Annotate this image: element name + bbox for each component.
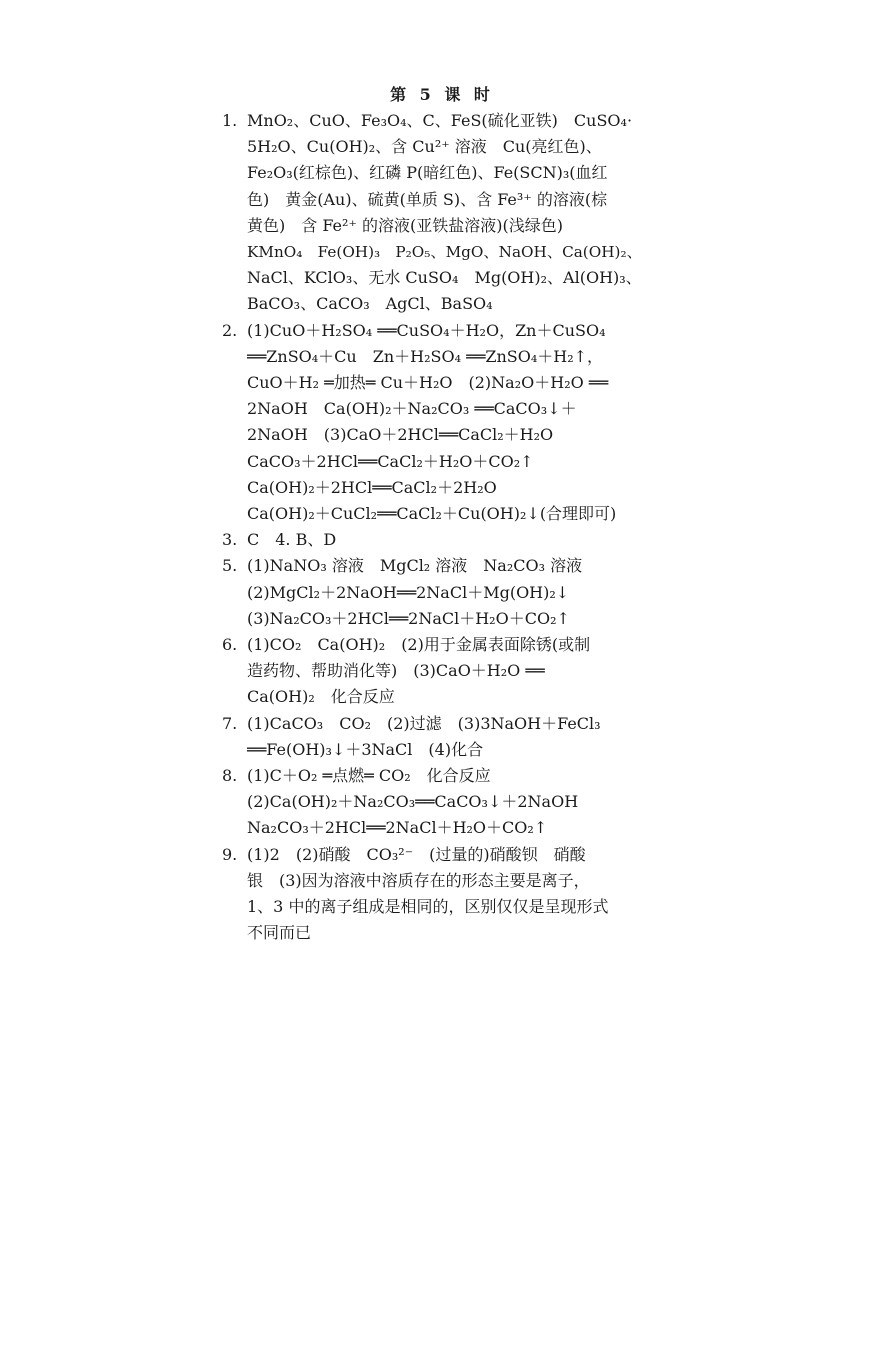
answer-item (222, 842, 642, 947)
answer-line (247, 920, 642, 946)
answer-item (222, 763, 642, 842)
answer-line (247, 344, 642, 370)
answer-line (247, 842, 642, 868)
answer-text: (2)MgCl₂＋2NaOH══2NaCl＋Mg(OH)₂↓ (247, 582, 570, 602)
answer-text: NaCl、KClO₃、无水 CuSO₄ Mg(OH)₂、Al(OH)₃、 (247, 268, 642, 288)
answer-text: Fe₂O₃(红棕色)、红磷 P(暗红色)、Fe(SCN)₃(血红 (247, 163, 608, 183)
answer-text: CaCO₃＋2HCl══CaCl₂＋H₂O＋CO₂↑ (247, 451, 534, 471)
answer-text: MnO₂、CuO、Fe₃O₄、C、FeS(硫化亚铁) CuSO₄· (247, 111, 633, 130)
answer-line (247, 108, 642, 134)
answer-number: 9. (222, 844, 238, 864)
answer-line (247, 318, 642, 344)
answer-text: 造药物、帮助消化等) (3)CaO＋H₂O ══ (247, 661, 545, 681)
answer-line (247, 449, 642, 475)
answer-line (247, 370, 642, 396)
answer-text: (1)CaCO₃ CO₂ (2)过滤 (3)3NaOH＋FeCl₃ (247, 713, 601, 733)
answer-line (247, 894, 642, 920)
answer-text: C 4. B、D (247, 530, 337, 550)
answer-line (247, 815, 642, 841)
answer-text: 2NaOH Ca(OH)₂＋Na₂CO₃ ══CaCO₃↓＋ (247, 399, 577, 419)
answer-text: (2)Ca(OH)₂＋Na₂CO₃══CaCO₃↓＋2NaOH (247, 792, 579, 812)
answer-number: 6. (222, 635, 238, 655)
answer-line (247, 580, 642, 606)
answer-item (222, 108, 642, 318)
answer-text: 色) 黄金(Au)、硫黄(单质 S)、含 Fe³⁺ 的溶液(棕 (247, 189, 608, 209)
answer-number: 1. (222, 111, 238, 130)
answer-line (247, 737, 642, 763)
answer-line (247, 396, 642, 422)
answer-line (247, 160, 642, 186)
answer-text: 1、3 中的离子组成是相同的，区别仅仅是呈现形式 (247, 897, 609, 917)
answer-line (247, 501, 642, 527)
answer-text: Ca(OH)₂＋CuCl₂══CaCl₂＋Cu(OH)₂↓(合理即可) (247, 504, 617, 524)
answer-text: ══Fe(OH)₃↓＋3NaCl (4)化合 (247, 739, 484, 759)
answer-text: BaCO₃、CaCO₃ AgCl、BaSO₄ (247, 294, 493, 314)
answer-text: (1)NaNO₃ 溶液 MgCl₂ 溶液 Na₂CO₃ 溶液 (247, 556, 583, 576)
answer-number: 5. (222, 556, 238, 576)
answer-line (247, 187, 642, 213)
answer-text: Ca(OH)₂ 化合反应 (247, 687, 395, 707)
answer-item (222, 711, 642, 763)
answer-number: 7. (222, 713, 238, 733)
answer-line (247, 291, 642, 317)
answer-line (247, 213, 642, 239)
answer-number: 2. (222, 320, 238, 340)
answer-text: 5H₂O、Cu(OH)₂、含 Cu²⁺ 溶液 Cu(亮红色)、 (247, 137, 602, 157)
answer-line (247, 658, 642, 684)
answer-text: 黄色) 含 Fe²⁺ 的溶液(亚铁盐溶液)(浅绿色) (247, 215, 563, 235)
answer-text: CuO＋H₂ ═加热═ Cu＋H₂O (2)Na₂O＋H₂O ══ (247, 373, 609, 393)
lesson-title: 第 5 课 时 (390, 85, 494, 104)
answer-text: (1)CO₂ Ca(OH)₂ (2)用于金属表面除锈(或制 (247, 635, 591, 655)
answer-text: KMnO₄ Fe(OH)₃ P₂O₅、MgO、NaOH、Ca(OH)₂、 (247, 243, 642, 262)
answer-line (247, 239, 642, 265)
answer-line (247, 265, 642, 291)
answer-number: 3. (222, 530, 238, 550)
answer-line (247, 553, 642, 579)
answer-line (247, 763, 642, 789)
answer-line (247, 606, 642, 632)
answer-text: 2NaOH (3)CaO＋2HCl══CaCl₂＋H₂O (247, 425, 554, 445)
answer-item (222, 553, 642, 632)
answer-text: Na₂CO₃＋2HCl══2NaCl＋H₂O＋CO₂↑ (247, 818, 548, 838)
answer-number: 8. (222, 766, 238, 786)
answer-list (222, 108, 642, 947)
answer-line (247, 684, 642, 710)
answer-line (247, 422, 642, 448)
answer-text: 银 (3)因为溶液中溶质存在的形态主要是离子， (247, 870, 590, 890)
answer-line (247, 868, 642, 894)
answer-text: (1)CuO＋H₂SO₄ ══CuSO₄＋H₂O，Zn＋CuSO₄ (247, 320, 606, 340)
answer-item (222, 318, 642, 528)
answer-text: (1)C＋O₂ ═点燃═ CO₂ 化合反应 (247, 766, 491, 786)
answer-line (247, 632, 642, 658)
answer-text: Ca(OH)₂＋2HCl══CaCl₂＋2H₂O (247, 477, 497, 497)
answer-text: ══ZnSO₄＋Cu Zn＋H₂SO₄ ══ZnSO₄＋H₂↑， (247, 346, 604, 366)
answer-text: (1)2 (2)硝酸 CO₃²⁻ (过量的)硝酸钡 硝酸 (247, 844, 586, 864)
answer-line (247, 527, 642, 553)
answer-line (247, 711, 642, 737)
answer-text: 不同而已 (247, 923, 312, 943)
answer-line (247, 134, 642, 160)
answer-item (222, 632, 642, 711)
answer-text: (3)Na₂CO₃＋2HCl══2NaCl＋H₂O＋CO₂↑ (247, 608, 570, 628)
answer-line (247, 475, 642, 501)
answer-line (247, 789, 642, 815)
answer-item (222, 527, 642, 553)
